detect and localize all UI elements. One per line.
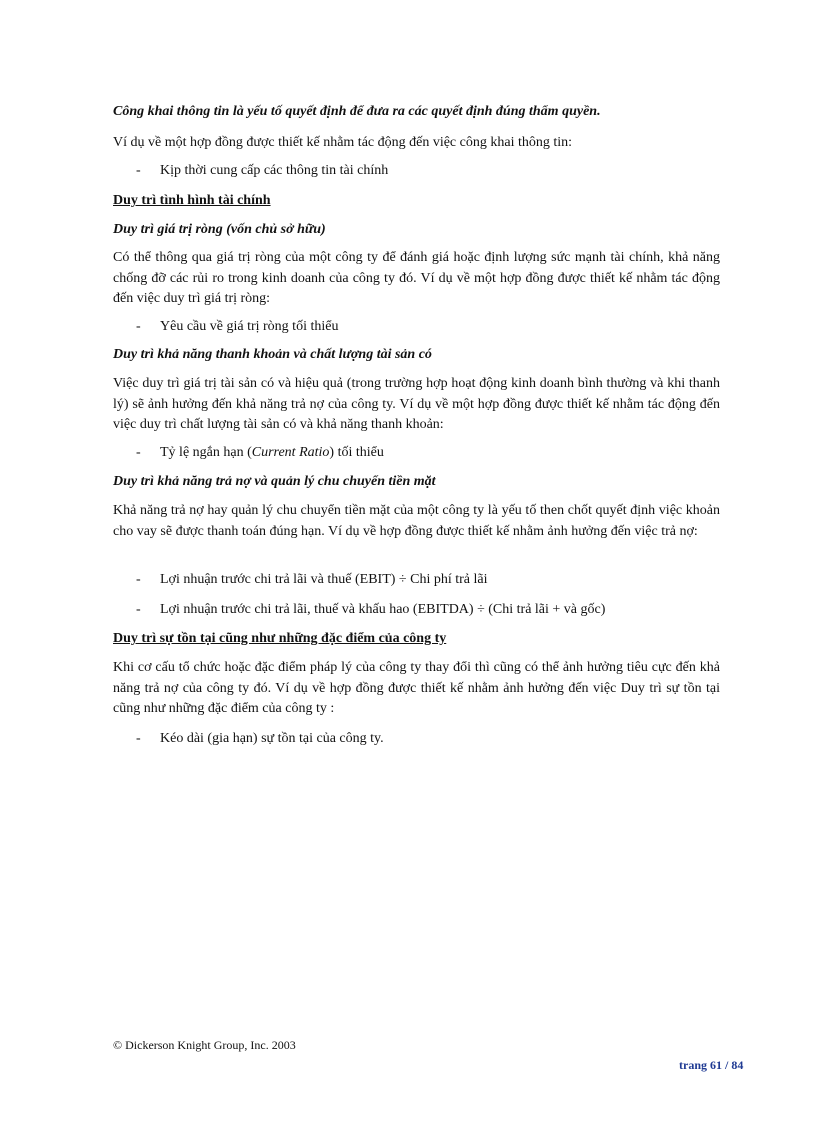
section-heading-existence: Duy trì sự tồn tại cũng như những đặc điểm của công ty (113, 631, 447, 646)
bullet-dash: - (136, 163, 141, 178)
section-heading-financial-condition: Duy trì tình hình tài chính (113, 193, 271, 208)
intro-heading: Công khai thông tin là yếu tố quyết định để đưa ra các quyết định đúng thẩm quyền. (113, 104, 601, 119)
current-ratio-term: Current Ratio (251, 445, 330, 460)
page-number: trang 61 / 84 (679, 1058, 744, 1072)
subsection-heading-debt-service: Duy trì khả năng trả nợ và quản lý chu chuyển tiền mặt (113, 474, 436, 489)
list-item-text-end: ) tối thiểu (329, 445, 384, 460)
liquidity-paragraph: Việc duy trì giá trị tài sản có và hiệu quả (trong trường hợp hoạt động kinh doanh bình thường và khi thanh lý) sẽ ảnh hưởng đến khả năng trả nợ của công ty. Ví dụ về một hợp đồng được thiết kế nhằm tác động đến việc duy trì chất lượng tài sản có và khả năng thanh khoản: (113, 376, 720, 432)
intro-paragraph: Ví dụ về một hợp đồng được thiết kế nhằm tác động đến việc công khai thông tin: (113, 135, 573, 150)
list-item-text: Lợi nhuận trước chi trả lãi, thuế và khấu hao (EBITDA) ÷ (Chi trả lãi + và gốc) (160, 602, 606, 617)
bullet-dash: - (136, 602, 141, 617)
list-item-text: Lợi nhuận trước chi trả lãi và thuế (EBIT) ÷ Chi phí trả lãi (160, 572, 488, 587)
bullet-dash: - (136, 572, 141, 587)
list-item-text: Yêu cầu về giá trị ròng tối thiểu (160, 319, 339, 334)
subsection-heading-liquidity: Duy trì khả năng thanh khoản và chất lượng tài sản có (113, 347, 432, 362)
subsection-heading-net-worth: Duy trì giá trị ròng (vốn chủ sở hữu) (113, 222, 326, 237)
list-item-text: Kịp thời cung cấp các thông tin tài chính (160, 163, 389, 178)
list-item-text (160, 443, 384, 463)
bullet-dash: - (136, 445, 141, 460)
bullet-dash: - (136, 319, 141, 334)
net-worth-paragraph: Có thể thông qua giá trị ròng của một công ty để đánh giá hoặc định lượng sức mạnh tài chính, khả năng chống đỡ các rủi ro trong kinh doanh của công ty đó. Ví dụ về một hợp đồng được thiết kế nhằm tác động đến việc duy trì giá trị ròng: (113, 250, 720, 306)
bullet-dash: - (136, 731, 141, 746)
existence-paragraph: Khi cơ cấu tổ chức hoặc đặc điểm pháp lý của công ty thay đổi thì cũng có thể ảnh hưởng tiêu cực đến khả năng trả nợ của công ty đó. Ví dụ về hợp đồng được thiết kế nhằm ảnh hưởng đến việc Duy trì sự tồn tại cũng như những đặc điểm của công ty : (113, 660, 720, 716)
footer-copyright: © Dickerson Knight Group, Inc. 2003 (113, 1038, 296, 1052)
debt-service-paragraph: Khả năng trả nợ hay quản lý chu chuyển tiền mặt của một công ty là yếu tố then chốt quyết định việc khoản cho vay sẽ được thanh toán đúng hạn. Ví dụ về hợp đồng được thiết kế nhằm ảnh hưởng đến việc trả nợ: (113, 503, 720, 539)
list-item-text-start: Tỷ lệ ngắn hạn ( (160, 445, 252, 460)
list-item-text: Kéo dài (gia hạn) sự tồn tại của công ty. (160, 731, 384, 746)
